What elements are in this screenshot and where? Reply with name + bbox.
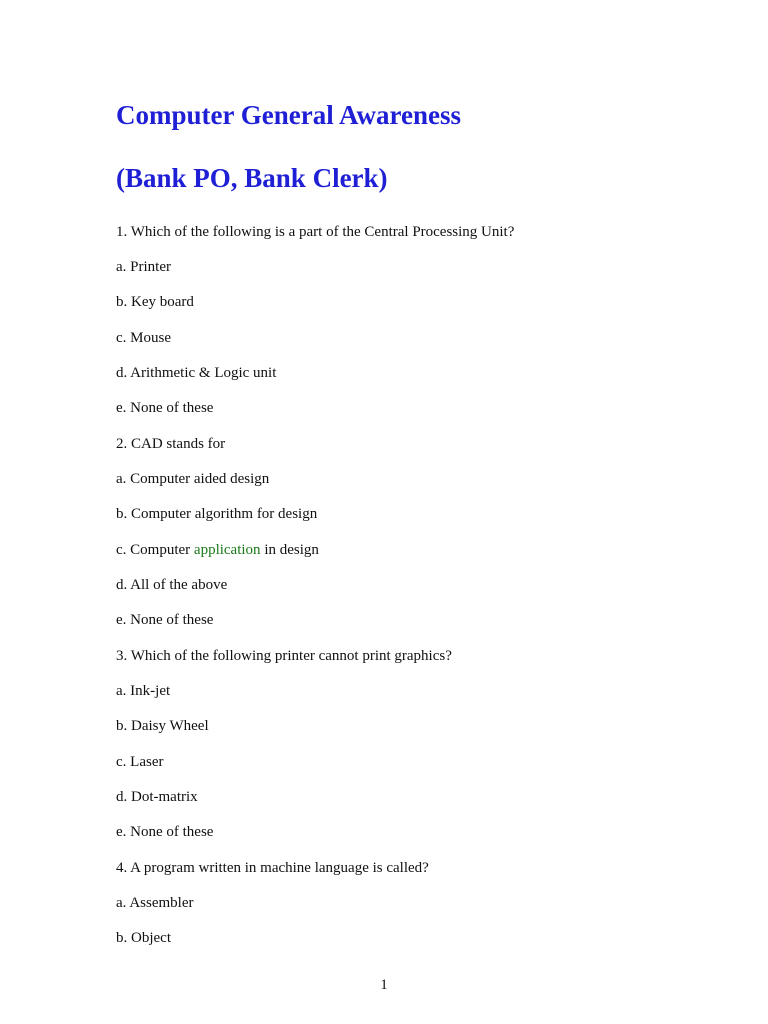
option-2b: b. Computer algorithm for design: [116, 506, 318, 522]
option-1d: d. Arithmetic & Logic unit: [116, 365, 277, 381]
question-1: 1. Which of the following is a part of the Central Processing Unit?: [116, 224, 515, 240]
option-3e: e. None of these: [116, 824, 214, 840]
option-3c: c. Laser: [116, 754, 164, 770]
option-2c-prefix: c. Computer: [116, 542, 194, 558]
option-4a: a. Assembler: [116, 895, 194, 911]
application-link[interactable]: application: [193, 542, 261, 558]
option-2a: a. Computer aided design: [116, 471, 270, 487]
option-2e: e. None of these: [116, 612, 214, 628]
question-3: 3. Which of the following printer cannot print graphics?: [116, 648, 452, 664]
option-1e: e. None of these: [116, 400, 214, 416]
option-1c: c. Mouse: [116, 330, 171, 346]
document-title: Computer General Awareness: [116, 100, 461, 130]
option-4b: b. Object: [116, 930, 171, 946]
page-number: 1: [380, 977, 388, 993]
document-subtitle: (Bank PO, Bank Clerk): [116, 163, 388, 193]
option-3b: b. Daisy Wheel: [116, 718, 209, 734]
option-3a: a. Ink-jet: [116, 683, 171, 699]
option-2d: d. All of the above: [116, 577, 228, 593]
option-1b: b. Key board: [116, 294, 194, 310]
option-3d: d. Dot-matrix: [116, 789, 198, 805]
option-1a: a. Printer: [116, 259, 171, 275]
question-2: 2. CAD stands for: [116, 436, 226, 452]
question-4: 4. A program written in machine language is called?: [116, 860, 429, 876]
option-2c: [116, 541, 319, 559]
option-2c-suffix: in design: [260, 542, 319, 558]
